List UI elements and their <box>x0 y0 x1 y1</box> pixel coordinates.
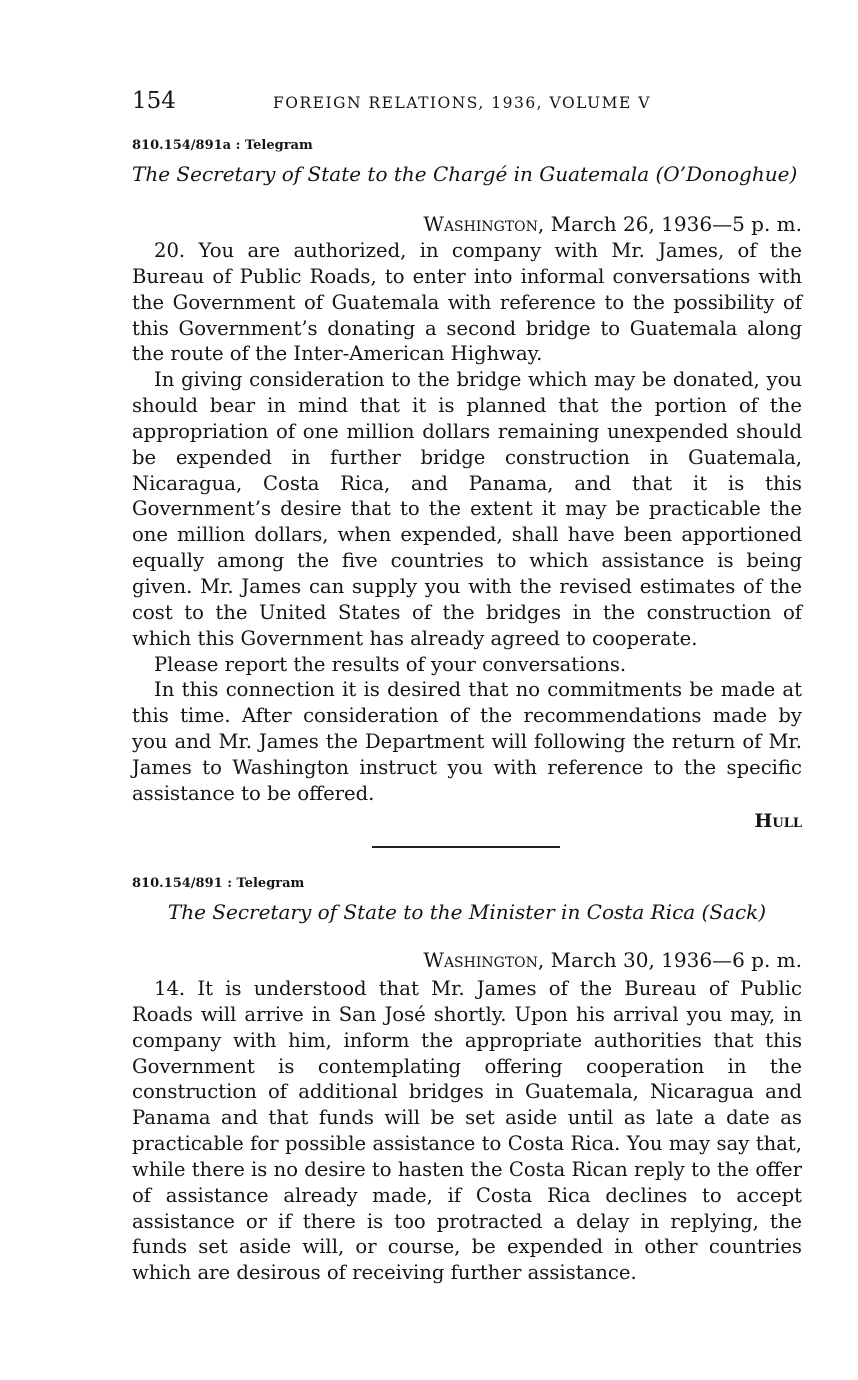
page-number: 154 <box>132 88 176 114</box>
dateline-date: , March 30, 1936—6 p. m. <box>537 948 802 972</box>
telegram-body <box>132 238 802 807</box>
signature: Hull <box>754 810 802 832</box>
dateline-date: , March 26, 1936—5 p. m. <box>537 212 802 236</box>
file-reference: 810.154/891 : Telegram <box>132 876 305 891</box>
dateline <box>423 948 802 972</box>
paragraph: In this connection it is desired that no commitments be made at this time. After consideration of the recommendations made by you and Mr. James the Department will following the return of Mr. James to Washington instruct you with reference to the specific assistance to be offered. <box>132 678 802 805</box>
paragraph: 20. You are authorized, in company with Mr. James, of the Bureau of Public Roads, to enter into informal conversations with the Government of Guatemala with reference to the possibility of this Government’s donating a second bridge to Guatemala along the route of the Inter-American Highway. <box>132 239 802 366</box>
dateline-place: Washington <box>423 212 538 236</box>
dateline-place: Washington <box>423 948 538 972</box>
dateline <box>423 212 802 236</box>
running-title: FOREIGN RELATIONS, 1936, VOLUME V <box>273 94 651 112</box>
paragraph: 14. It is understood that Mr. James of the Bureau of Public Roads will arrive in San José shortly. Upon his arrival you may, in company with him, inform the appropriate authorities that this Government is contemplating offering cooperation in the construction of additional bridges in Guatemala, Nicaragua and Panama and that funds will be set aside until as late a date as practicable for possible assistance to Costa Rica. You may say that, while there is no desire to hasten the Costa Rican reply to the offer of assistance already made, if Costa Rica declines to accept assistance or if there is too protracted a delay in replying, the funds set aside will, or course, be expended in other countries which are desirous of receiving further assistance. <box>132 977 802 1285</box>
paragraph: In giving consideration to the bridge which may be donated, you should bear in mind that it is planned that the portion of the appropriation of one million dollars remaining unexpended should be expended in further bridge construction in Guatemala, Nicaragua, Costa Rica, and Panama, and that it is this Government’s desire that to the extent it may be practicable the one million dollars, when expended, shall have been apportioned equally among the five countries to which assistance is being given. Mr. James can supply you with the revised estimates of the cost to the United States of the bridges in the construction of which this Government has already agreed to cooperate. <box>132 368 802 650</box>
document-title: The Secretary of State to the Chargé in Guatemala (O’Donoghue) <box>132 162 798 186</box>
file-reference: 810.154/891a : Telegram <box>132 138 313 153</box>
document-title: The Secretary of State to the Minister in Costa Rica (Sack) <box>167 900 767 924</box>
paragraph: Please report the results of your conversations. <box>154 652 627 676</box>
section-divider <box>372 846 560 848</box>
telegram-body <box>132 976 802 1286</box>
